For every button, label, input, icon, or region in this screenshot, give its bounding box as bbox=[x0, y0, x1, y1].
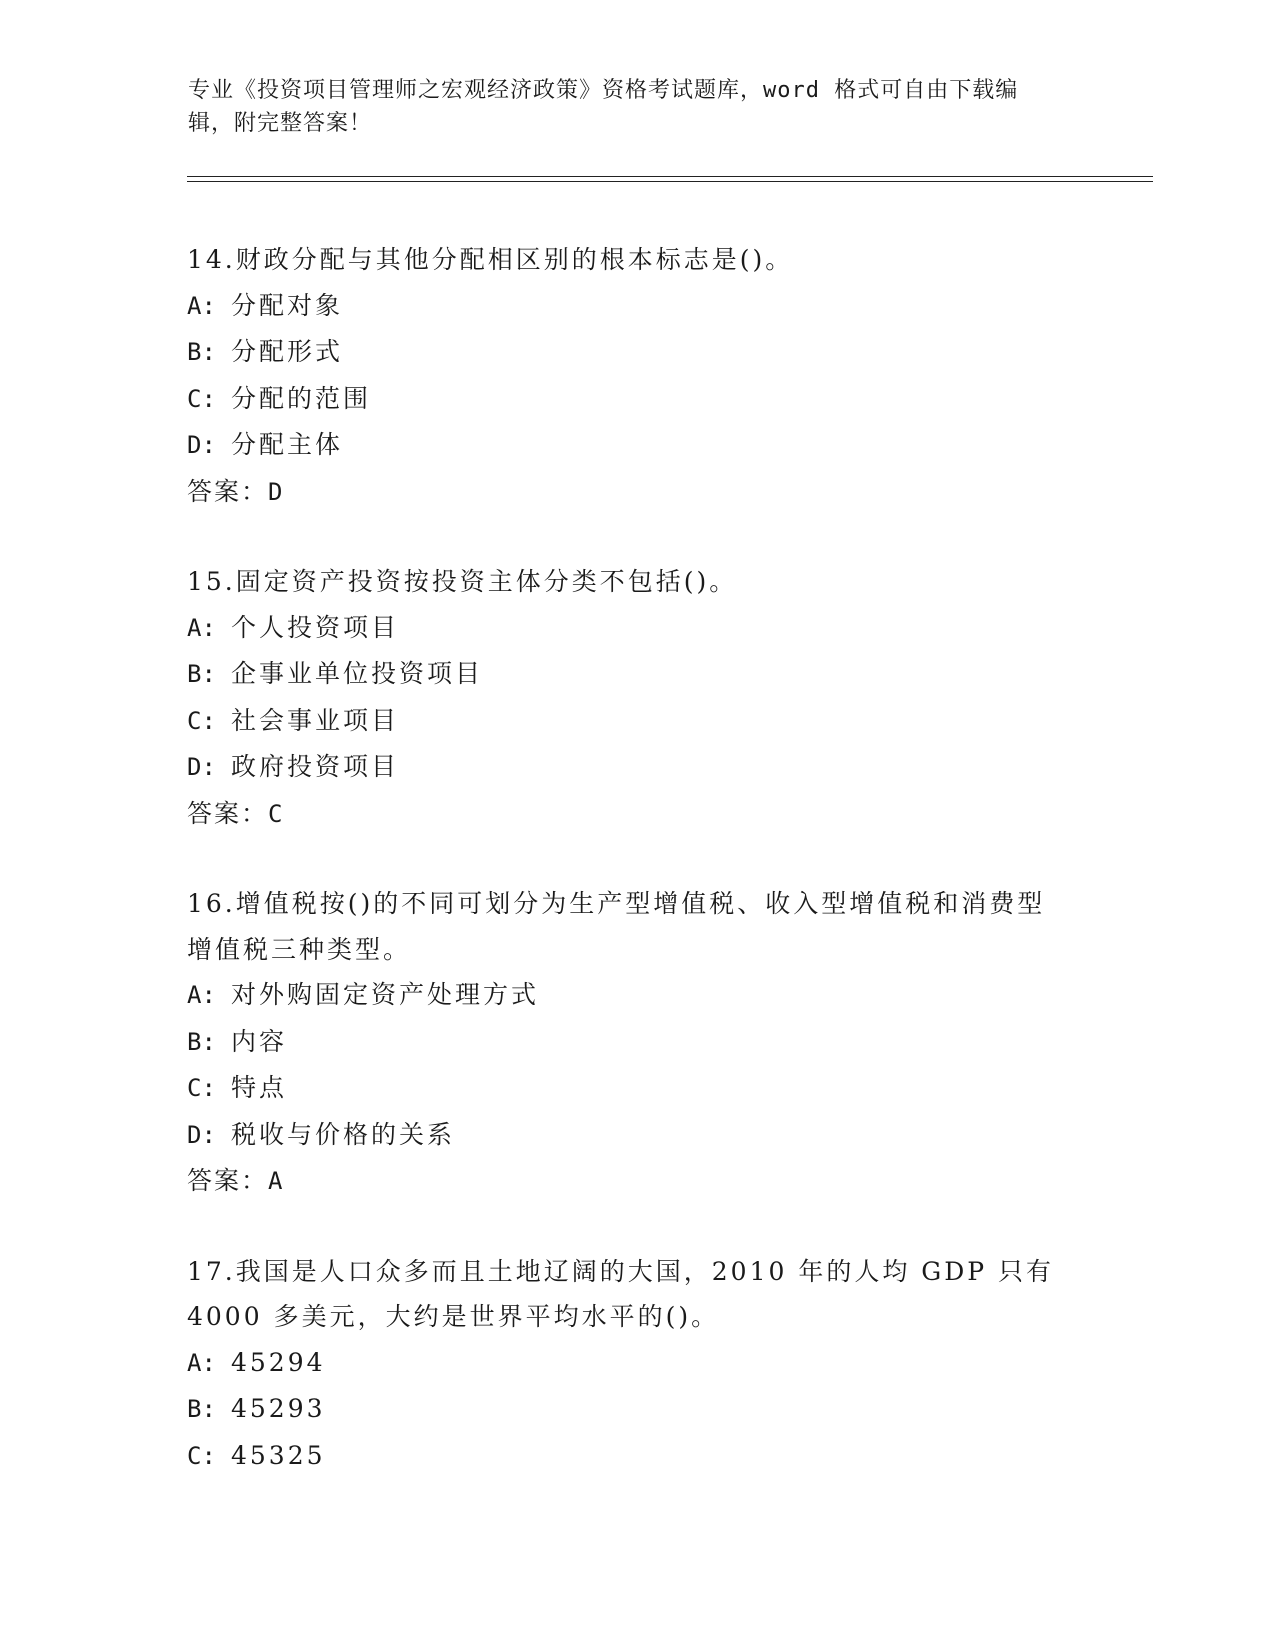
option-letter: D: bbox=[187, 1120, 216, 1149]
option-text: 社会事业项目 bbox=[231, 705, 400, 735]
option-letter: C: bbox=[187, 706, 216, 735]
question-block bbox=[187, 881, 1087, 1205]
option-text: 分配的范围 bbox=[231, 383, 372, 413]
answer-label: 答案： bbox=[187, 798, 269, 828]
option-letter: A: bbox=[187, 1348, 216, 1377]
answer-label: 答案： bbox=[187, 476, 269, 506]
answer-line bbox=[187, 1158, 1087, 1205]
option-letter: D: bbox=[187, 753, 216, 781]
option-text: 45325 bbox=[231, 1440, 326, 1470]
question-block bbox=[187, 1249, 1087, 1480]
option-letter: A: bbox=[187, 613, 216, 642]
answer-option bbox=[187, 376, 1087, 423]
option-text: 分配形式 bbox=[231, 337, 344, 366]
option-text: 个人投资项目 bbox=[231, 612, 400, 642]
document-header bbox=[188, 74, 1088, 140]
option-text: 对外购固定资产处理方式 bbox=[231, 980, 540, 1009]
question-block bbox=[187, 559, 1087, 837]
question-text: 15.固定资产投资按投资主体分类不包括()。 bbox=[187, 567, 738, 596]
question-text: 4000 多美元，大约是世界平均水平的()。 bbox=[187, 1302, 720, 1331]
option-text: 税收与价格的关系 bbox=[231, 1119, 456, 1149]
option-letter: C: bbox=[187, 1074, 216, 1102]
option-letter: A: bbox=[187, 291, 216, 320]
option-letter: B: bbox=[187, 660, 216, 688]
answer-line bbox=[187, 791, 1087, 838]
header-line-1: 专业《投资项目管理师之宏观经济政策》资格考试题库，word 格式可自由下载编 bbox=[188, 78, 1019, 103]
option-text: 内容 bbox=[231, 1026, 288, 1056]
option-text: 分配对象 bbox=[231, 290, 344, 320]
option-letter: C: bbox=[187, 1441, 216, 1470]
option-text: 45293 bbox=[231, 1394, 326, 1423]
answer-option bbox=[187, 1065, 1087, 1112]
header-line-2: 辑，附完整答案！ bbox=[188, 111, 373, 136]
option-text: 企事业单位投资项目 bbox=[231, 659, 484, 688]
answer-option bbox=[187, 1019, 1087, 1066]
answer-option bbox=[187, 605, 1087, 652]
question-text: 16.增值税按()的不同可划分为生产型增值税、收入型增值税和消费型 bbox=[187, 889, 1046, 918]
answer-option bbox=[187, 1386, 1087, 1433]
question-text: 增值税三种类型。 bbox=[187, 934, 412, 964]
option-letter: D: bbox=[187, 431, 216, 459]
answer-value: C bbox=[268, 799, 285, 828]
option-letter: A: bbox=[187, 981, 216, 1009]
answer-label: 答案： bbox=[187, 1166, 269, 1195]
answer-option bbox=[187, 283, 1087, 330]
answer-value: D bbox=[268, 477, 285, 506]
question-list bbox=[187, 237, 1087, 1523]
option-letter: C: bbox=[187, 384, 216, 413]
question-text: 17.我国是人口众多而且土地辽阔的大国，2010 年的人均 GDP 只有 bbox=[187, 1256, 1055, 1286]
answer-option bbox=[187, 972, 1087, 1019]
answer-option bbox=[187, 1340, 1087, 1387]
option-text: 政府投资项目 bbox=[231, 752, 400, 781]
answer-option bbox=[187, 422, 1087, 469]
answer-line bbox=[187, 469, 1087, 516]
option-letter: B: bbox=[187, 1395, 216, 1423]
question-text: 14.财政分配与其他分配相区别的根本标志是()。 bbox=[187, 245, 794, 274]
answer-value: A bbox=[268, 1167, 285, 1195]
option-letter: B: bbox=[187, 1027, 216, 1056]
answer-option bbox=[187, 651, 1087, 698]
question-block bbox=[187, 237, 1087, 515]
option-text: 45294 bbox=[231, 1347, 326, 1377]
answer-option bbox=[187, 1112, 1087, 1159]
answer-option bbox=[187, 744, 1087, 791]
header-divider-bottom bbox=[187, 181, 1153, 182]
answer-option bbox=[187, 1433, 1087, 1480]
option-letter: B: bbox=[187, 338, 216, 366]
option-text: 分配主体 bbox=[231, 430, 344, 459]
answer-option bbox=[187, 698, 1087, 745]
header-divider-top bbox=[187, 176, 1153, 177]
option-text: 特点 bbox=[231, 1073, 288, 1102]
answer-option bbox=[187, 329, 1087, 376]
